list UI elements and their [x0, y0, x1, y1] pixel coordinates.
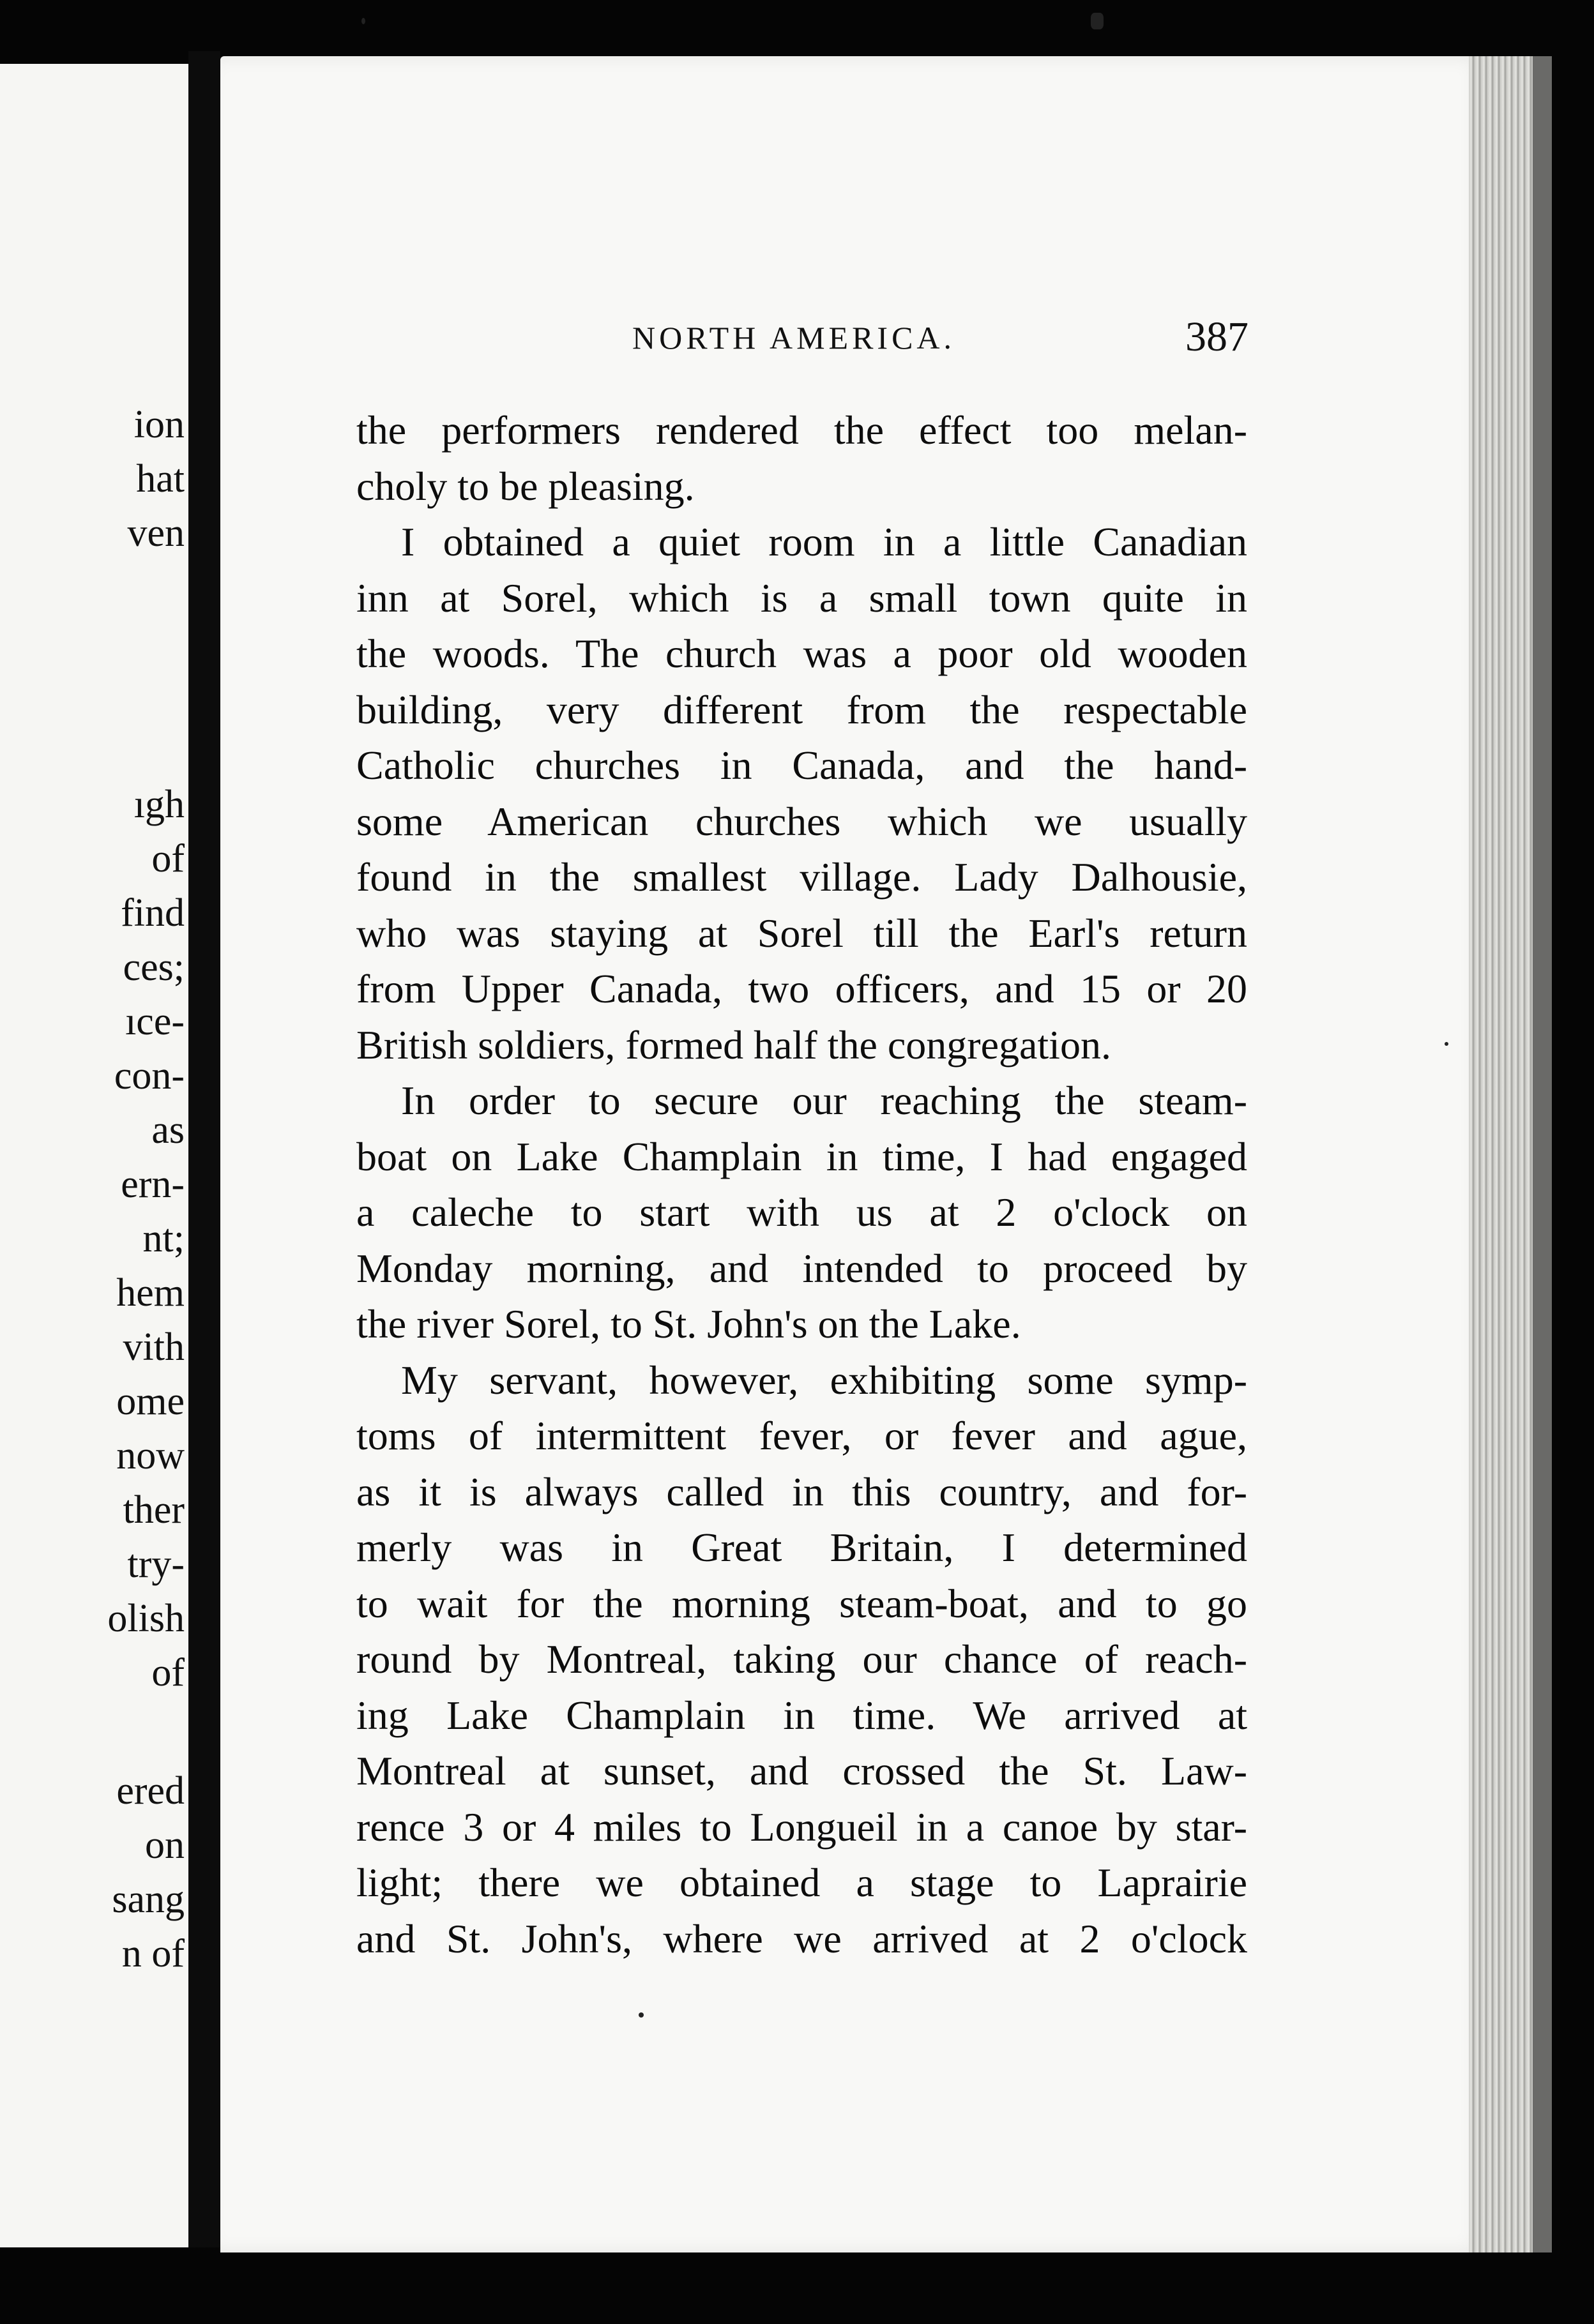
previous-page-fragment: con- — [114, 1054, 185, 1098]
text-line: round by Montreal, taking our chance of reach- — [356, 1636, 1247, 1682]
text-line: found in the smallest village. Lady Dalhousie, — [356, 854, 1247, 900]
text-line: to wait for the morning steam-boat, and to go — [356, 1580, 1247, 1626]
text-line: a caleche to start with us at 2 o'clock on — [356, 1189, 1247, 1235]
previous-page-fragment: hat — [136, 457, 185, 501]
previous-page-fragment: now — [116, 1434, 185, 1477]
text-line: the woods. The church was a poor old wooden — [356, 631, 1247, 676]
text-line: In order to secure our reaching the steam- — [401, 1078, 1247, 1123]
text-line: from Upper Canada, two officers, and 15 or 20 — [356, 966, 1247, 1011]
text-line: Monday morning, and intended to proceed by — [356, 1245, 1247, 1291]
previous-page-fragment: ion — [133, 403, 185, 446]
text-line: building, very different from the respectable — [356, 686, 1247, 732]
text-line: and St. John's, where we arrived at 2 o'clock — [356, 1915, 1247, 1961]
text-line: inn at Sorel, which is a small town quite in — [356, 575, 1247, 621]
book-gutter — [188, 51, 220, 2247]
text-line: Montreal at sunset, and crossed the St. Law- — [356, 1748, 1247, 1793]
previous-page-fragment: nt; — [142, 1217, 185, 1260]
text-line: the river Sorel, to St. John's on the Lake. — [356, 1301, 1021, 1347]
text-line: ing Lake Champlain in time. We arrived at — [356, 1692, 1247, 1738]
previous-page-fragment: as — [151, 1108, 185, 1152]
previous-page-fragment: ces; — [123, 946, 185, 989]
text-line: I obtained a quiet room in a little Canadian — [401, 519, 1247, 564]
text-line: light; there we obtained a stage to Laprairie — [356, 1860, 1247, 1905]
page-header — [358, 313, 1249, 364]
text-line: the performers rendered the effect too melan- — [356, 407, 1247, 453]
running-head: NORTH AMERICA. — [632, 320, 956, 356]
text-line: some American churches which we usually — [356, 798, 1247, 844]
previous-page-fragment: ome — [116, 1380, 185, 1423]
ink-speck — [639, 2012, 644, 2018]
body-text — [356, 402, 1247, 1966]
previous-page-fragment: olish — [107, 1597, 185, 1640]
previous-page-fragment: on — [145, 1823, 185, 1867]
previous-page-fragment: sang — [112, 1878, 185, 1921]
previous-page-fragment: n of — [121, 1932, 185, 1975]
previous-page-fragment: ven — [127, 511, 185, 555]
text-line: British soldiers, formed half the congregation. — [356, 1022, 1111, 1068]
previous-page — [0, 64, 188, 2247]
previous-page-fragment: of — [151, 1651, 185, 1694]
page-number: 387 — [1185, 313, 1249, 360]
previous-page-fragment: ıce- — [125, 1000, 185, 1043]
page-edges — [1469, 56, 1533, 2252]
previous-page-text-fragments — [0, 64, 185, 2247]
text-line: who was staying at Sorel till the Earl's return — [356, 910, 1247, 956]
previous-page-fragment: ıgh — [133, 783, 185, 826]
previous-page-fragment: ered — [116, 1769, 185, 1813]
text-line: Catholic churches in Canada, and the hand- — [356, 743, 1247, 788]
previous-page-fragment: ern- — [121, 1163, 185, 1206]
ink-speck — [1091, 13, 1104, 29]
text-line: My servant, however, exhibiting some symp- — [401, 1357, 1247, 1403]
previous-page-fragment: ther — [123, 1488, 185, 1532]
ink-speck — [361, 18, 365, 24]
text-line: boat on Lake Champlain in time, I had engaged — [356, 1133, 1247, 1179]
book-cover-edge — [1533, 56, 1552, 2252]
previous-page-fragment: hem — [116, 1271, 185, 1315]
text-line: toms of intermittent fever, or fever and ague, — [356, 1413, 1247, 1458]
text-line: merly was in Great Britain, I determined — [356, 1525, 1247, 1570]
previous-page-fragment: find — [121, 891, 185, 935]
text-line: as it is always called in this country, and for- — [356, 1468, 1247, 1514]
previous-page-fragment: vith — [123, 1325, 185, 1369]
previous-page-fragment: try- — [127, 1543, 185, 1586]
previous-page-fragment: of — [151, 837, 185, 880]
text-line: rence 3 or 4 miles to Longueil in a canoe by star- — [356, 1804, 1247, 1850]
text-line: choly to be pleasing. — [356, 463, 695, 509]
ink-speck — [1445, 1042, 1448, 1046]
